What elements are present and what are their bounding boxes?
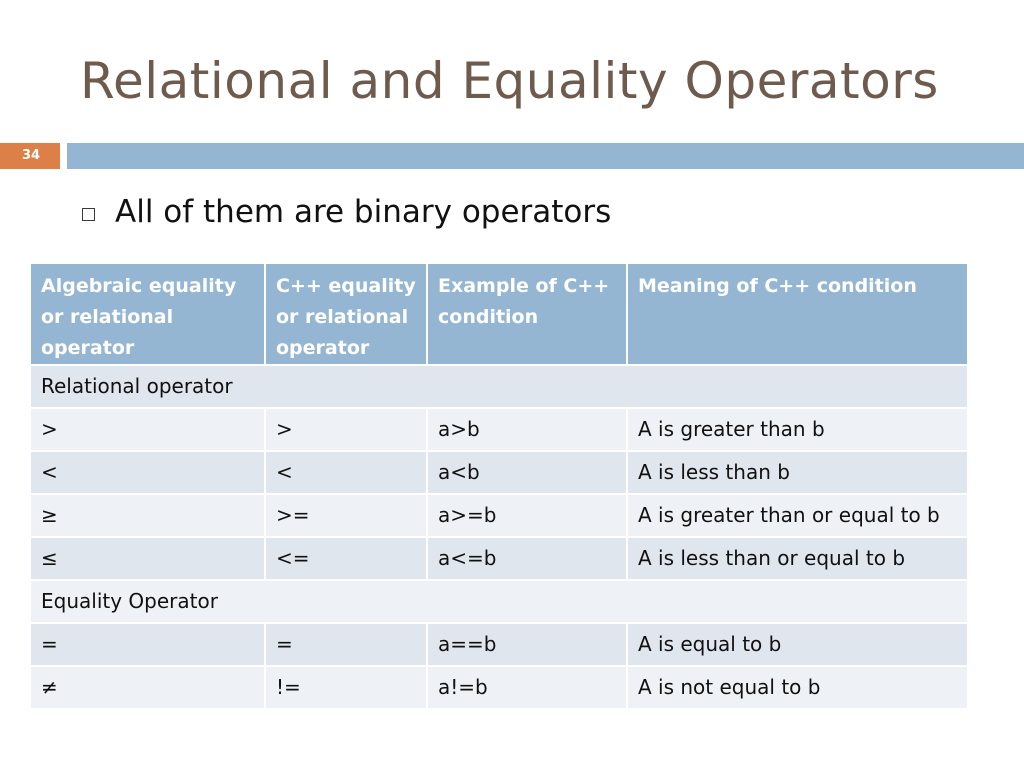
table-header-row: [30, 263, 968, 365]
meaning-cell: A is less than or equal to b: [627, 537, 968, 580]
slide-number: 34: [0, 143, 60, 169]
section-label: Relational operator: [30, 365, 968, 408]
header-algebraic-operator: Algebraic equality or relational operator: [30, 263, 265, 365]
algebraic-operator-cell: >: [30, 408, 265, 451]
algebraic-operator-cell: ≥: [30, 494, 265, 537]
meaning-cell: A is greater than or equal to b: [627, 494, 968, 537]
example-cell: a<b: [427, 451, 627, 494]
meaning-cell: A is equal to b: [627, 623, 968, 666]
example-cell: a!=b: [427, 666, 627, 709]
table-section-row: [30, 580, 968, 623]
table-row: [30, 451, 968, 494]
table-row: [30, 494, 968, 537]
accent-bar: [67, 143, 1024, 169]
cpp-operator-cell: !=: [265, 666, 427, 709]
algebraic-operator-cell: =: [30, 623, 265, 666]
header-meaning: Meaning of C++ condition: [627, 263, 968, 365]
section-label: Equality Operator: [30, 580, 968, 623]
example-cell: a<=b: [427, 537, 627, 580]
table-section-row: [30, 365, 968, 408]
algebraic-operator-cell: ≤: [30, 537, 265, 580]
cpp-operator-cell: >: [265, 408, 427, 451]
example-cell: a==b: [427, 623, 627, 666]
bullet-item: [82, 190, 611, 234]
square-bullet-icon: [82, 208, 95, 221]
meaning-cell: A is less than b: [627, 451, 968, 494]
cpp-operator-cell: <=: [265, 537, 427, 580]
operators-table: [29, 262, 969, 710]
cpp-operator-cell: >=: [265, 494, 427, 537]
header-example-condition: Example of C++ condition: [427, 263, 627, 365]
example-cell: a>b: [427, 408, 627, 451]
example-cell: a>=b: [427, 494, 627, 537]
header-cpp-operator: C++ equality or relational operator: [265, 263, 427, 365]
bullet-text: All of them are binary operators: [115, 194, 612, 230]
algebraic-operator-cell: ≠: [30, 666, 265, 709]
cpp-operator-cell: <: [265, 451, 427, 494]
table-row: [30, 666, 968, 709]
slide-title: Relational and Equality Operators: [80, 52, 939, 110]
meaning-cell: A is greater than b: [627, 408, 968, 451]
algebraic-operator-cell: <: [30, 451, 265, 494]
table-row: [30, 408, 968, 451]
meaning-cell: A is not equal to b: [627, 666, 968, 709]
table-row: [30, 537, 968, 580]
table-row: [30, 623, 968, 666]
cpp-operator-cell: =: [265, 623, 427, 666]
